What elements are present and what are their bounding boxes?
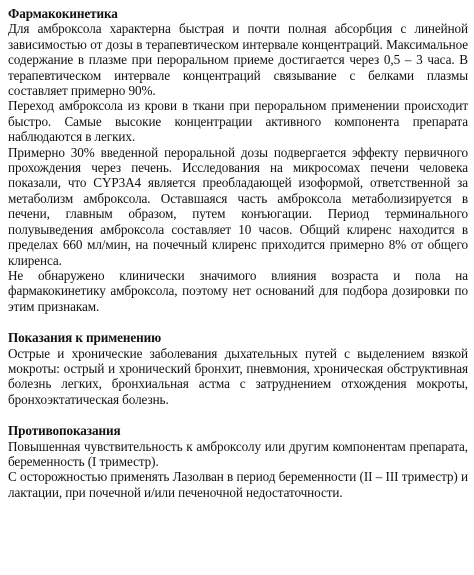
section-pharmacokinetics <box>8 6 468 314</box>
section-spacer <box>8 407 468 423</box>
paragraph-contraindications: Повышенная чувствительность к амброксолу или другим компонентам препарата, беременность (I триместр). <box>8 438 468 469</box>
section-spacer <box>8 314 468 330</box>
paragraph-indications: Острые и хронические заболевания дыхательных путей с выделением вязкой мокроты: острый и хронический бронхит, пневмония, хроническая обструктивная болезнь легких, бронхиальная астма с затруднением отхождения мокроты, бронхоэктатическая болезнь. <box>8 345 468 407</box>
section-heading-contraindications: Противопоказания <box>8 423 121 439</box>
paragraph-distribution: Переход амброксола из крови в ткани при пероральном применении происходит быстро. Самые высокие концентрации активного компонента препарата наблюдаются в легких. <box>8 98 468 145</box>
paragraph-absorption: Для амброксола характерна быстрая и почти полная абсорбция с линейной зависимостью от дозы в терапевтическом интервале концентраций. Максимальное содержание в плазме при пероральном приеме достигается через 0,5 – 3 часа. В терапевтическом интервале концентраций связывание с белками плазмы составляет примерно 90%. <box>8 21 468 99</box>
section-indications <box>8 330 468 407</box>
paragraph-metabolism: Примерно 30% введенной пероральной дозы подвергается эффекту первичного прохождения через печень. Исследования на микросомах печени человека показали, что CYP3A4 является преобладающей изоформой, ответственной за метаболизм амброксола. Оставшаяся часть амброксола метаболизируется в печени, главным образом, путем конъюгации. Период терминального полувыведения амброксола составляет 10 часов. Общий клиренс находится в пределах 660 мл/мин, на почечный клиренс приходится примерно 8% от общего клиренса. <box>8 144 468 268</box>
document-page <box>8 6 468 500</box>
paragraph-caution: С осторожностью применять Лазолван в период беременности (II – III триместр) и лактации, при почечной и/или печеночной недостаточности. <box>8 469 468 500</box>
section-contraindications <box>8 423 468 500</box>
section-heading-pharmacokinetics: Фармакокинетика <box>8 6 118 21</box>
paragraph-age-gender: Не обнаружено клинически значимого влияния возраста и пола на фармакокинетику амброксола, поэтому нет оснований для подбора дозировки по этим признакам. <box>8 267 468 314</box>
section-heading-indications: Показания к применению <box>8 330 162 346</box>
